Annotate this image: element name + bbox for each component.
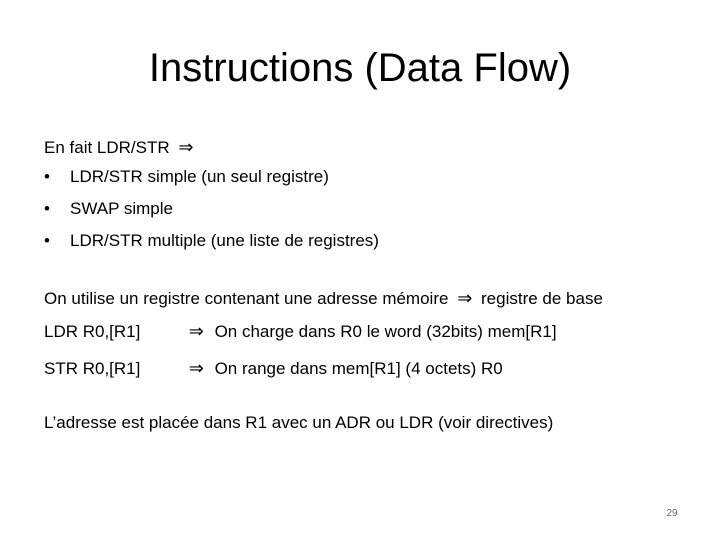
example-row-str bbox=[44, 355, 503, 382]
implies-arrow-icon: ⇒ bbox=[188, 358, 204, 378]
example-description: On range dans mem[R1] (4 octets) R0 bbox=[214, 359, 503, 378]
base-register-line bbox=[44, 285, 603, 312]
intro-text: En fait LDR/STR bbox=[44, 138, 170, 157]
slide-title: Instructions (Data Flow) bbox=[148, 46, 572, 90]
example-row-ldr bbox=[44, 318, 557, 345]
bullet-text: LDR/STR multiple (une liste de registres) bbox=[70, 231, 379, 250]
implies-arrow-icon: ⇒ bbox=[178, 137, 194, 157]
implies-arrow-icon: ⇒ bbox=[188, 321, 204, 341]
bullet-icon: • bbox=[44, 231, 50, 250]
list-item bbox=[44, 196, 379, 228]
implies-arrow-icon: ⇒ bbox=[457, 288, 473, 308]
bullet-text: SWAP simple bbox=[70, 199, 173, 218]
intro-line bbox=[44, 134, 197, 161]
example-code: LDR R0,[R1] bbox=[44, 322, 141, 341]
base-line-after: registre de base bbox=[481, 289, 603, 308]
example-code: STR R0,[R1] bbox=[44, 359, 141, 378]
list-item bbox=[44, 164, 379, 196]
page-number: 29 bbox=[666, 508, 678, 519]
bullet-text: LDR/STR simple (un seul registre) bbox=[70, 167, 329, 186]
bullet-icon: • bbox=[44, 167, 50, 186]
list-item bbox=[44, 228, 379, 260]
bullet-list bbox=[44, 164, 379, 260]
base-line-before: On utilise un registre contenant une adresse mémoire bbox=[44, 289, 449, 308]
address-note: L’adresse est placée dans R1 avec un ADR ou LDR (voir directives) bbox=[44, 413, 554, 432]
bullet-icon: • bbox=[44, 199, 50, 218]
example-description: On charge dans R0 le word (32bits) mem[R1] bbox=[214, 322, 557, 341]
